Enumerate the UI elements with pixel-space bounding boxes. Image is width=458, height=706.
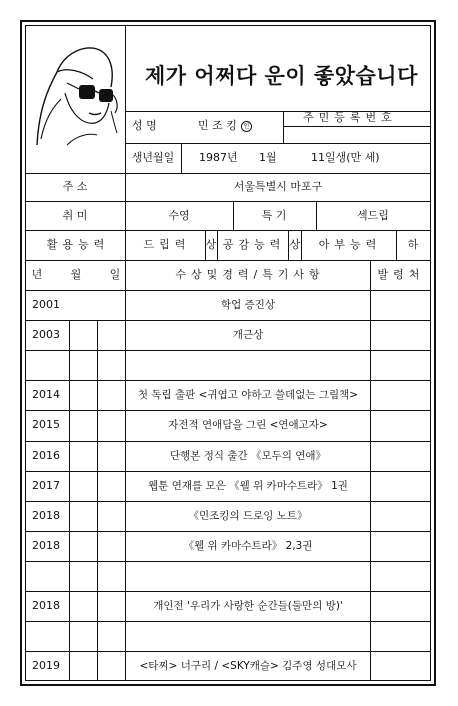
skill-value: 섹드립 xyxy=(357,209,389,222)
table-row-divider xyxy=(25,471,431,472)
name-value: 민 조 킹 인 xyxy=(198,120,252,132)
ability-3: 아부능력 xyxy=(318,238,382,251)
table-row-divider xyxy=(25,591,431,592)
seal-mark: 인 xyxy=(241,121,252,132)
address-value: 서울특별시 마포구 xyxy=(233,180,323,193)
table-row-divider xyxy=(25,561,431,562)
ability-2-grade: 상 xyxy=(289,238,301,251)
table-row-divider xyxy=(25,441,431,442)
table-row-description: 자전적 연애담을 그린 <연애고자> xyxy=(168,419,328,431)
birth-year: 1987년 xyxy=(199,151,238,164)
table-row-year: 2018 xyxy=(32,509,60,522)
table-row-year: 2016 xyxy=(32,449,60,462)
table-row-divider xyxy=(25,501,431,502)
table-row-year: 2003 xyxy=(32,328,60,341)
resident-no-label: 주민등록번호 xyxy=(303,111,397,124)
table-row-divider xyxy=(25,651,431,652)
table-row-divider xyxy=(25,320,431,321)
portrait-illustration xyxy=(27,27,125,147)
ability-2: 공감능력 xyxy=(222,238,286,251)
table-row-year: 2015 xyxy=(32,418,60,431)
table-row-year: 2018 xyxy=(32,539,60,552)
hobby-label: 취 미 xyxy=(62,209,88,222)
col-month-header: 월 xyxy=(70,268,82,281)
table-row-description: 개인전 '우리가 사랑한 순간들(둘만의 방)' xyxy=(153,600,343,612)
address-label: 주 소 xyxy=(62,180,88,193)
ability-3-grade: 하 xyxy=(407,238,419,251)
ability-label: 활용능력 xyxy=(46,238,110,251)
birth-label: 생년월일 xyxy=(131,151,175,164)
ability-1-grade: 상 xyxy=(205,238,217,251)
table-row-description: 첫 독립 출판 <귀엽고 야하고 쓸데없는 그림책> xyxy=(137,389,359,401)
table-row-divider xyxy=(25,380,431,381)
table-row-description: 《민조킹의 드로잉 노트》 xyxy=(188,510,308,522)
table-row-description: 학업 증진상 xyxy=(220,299,276,311)
birth-month: 1월 xyxy=(259,151,277,164)
table-row-description: 단행본 정식 출간 《모두의 연애》 xyxy=(169,450,327,462)
table-row-divider xyxy=(25,410,431,411)
table-row-divider xyxy=(25,621,431,622)
col-year-header: 년 xyxy=(31,268,43,281)
table-row-divider xyxy=(25,350,431,351)
table-row-year: 2018 xyxy=(32,599,60,612)
table-row-divider xyxy=(25,531,431,532)
col-issuer-header: 발령처 xyxy=(377,268,425,281)
table-row-year: 2014 xyxy=(32,388,60,401)
table-row-year: 2017 xyxy=(32,479,60,492)
table-row-year: 2001 xyxy=(32,298,60,311)
birth-day: 11일생(만 세) xyxy=(311,151,380,164)
page-title: 제가 어쩌다 운이 좋았습니다 xyxy=(145,64,418,88)
col-day-header: 일 xyxy=(109,268,121,281)
table-row-year: 2019 xyxy=(32,659,60,672)
table-row-description: 《웰 위 카마수트라》 2,3권 xyxy=(183,540,313,552)
skill-label: 특 기 xyxy=(261,209,287,222)
table-row-description: 개근상 xyxy=(232,329,264,341)
table-row-description: 웹툰 연재를 모은 《웰 위 카마수트라》 1권 xyxy=(148,480,348,492)
hobby-value: 수영 xyxy=(168,209,190,222)
ability-1: 드립력 xyxy=(143,238,191,251)
name-label: 성 명 xyxy=(132,119,157,132)
col-desc-header: 수상및경력/특기사항 xyxy=(175,268,325,281)
table-row-description: <타찌> 너구리 / <SKY캐슬> 김주영 성대모사 xyxy=(139,660,357,672)
